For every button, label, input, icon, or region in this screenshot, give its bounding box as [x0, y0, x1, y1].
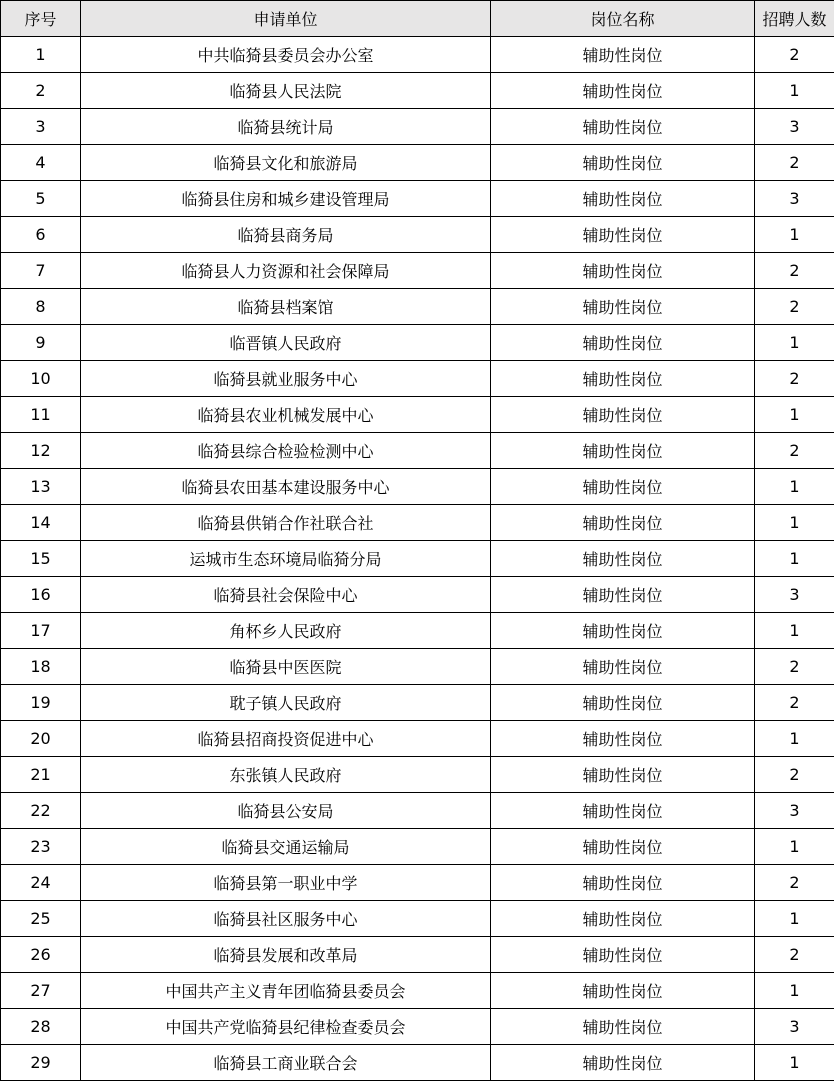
cell-position-name: 辅助性岗位 [491, 1009, 755, 1045]
cell-applying-unit: 临猗县工商业联合会 [81, 1045, 491, 1081]
header-position-name: 岗位名称 [491, 1, 755, 37]
table-row [1, 397, 834, 433]
cell-serial-number: 19 [1, 685, 81, 721]
cell-recruit-count: 2 [755, 289, 834, 325]
cell-position-name: 辅助性岗位 [491, 469, 755, 505]
cell-serial-number: 20 [1, 721, 81, 757]
table-row [1, 325, 834, 361]
cell-position-name: 辅助性岗位 [491, 217, 755, 253]
cell-applying-unit: 中国共产党临猗县纪律检查委员会 [81, 1009, 491, 1045]
cell-position-name: 辅助性岗位 [491, 613, 755, 649]
table-row [1, 289, 834, 325]
table-row [1, 361, 834, 397]
cell-recruit-count: 2 [755, 649, 834, 685]
cell-applying-unit: 临猗县农业机械发展中心 [81, 397, 491, 433]
table-row [1, 109, 834, 145]
cell-serial-number: 21 [1, 757, 81, 793]
cell-position-name: 辅助性岗位 [491, 109, 755, 145]
cell-position-name: 辅助性岗位 [491, 937, 755, 973]
cell-applying-unit: 临猗县发展和改革局 [81, 937, 491, 973]
cell-position-name: 辅助性岗位 [491, 145, 755, 181]
cell-position-name: 辅助性岗位 [491, 649, 755, 685]
table-row [1, 793, 834, 829]
cell-recruit-count: 1 [755, 73, 834, 109]
cell-serial-number: 4 [1, 145, 81, 181]
cell-serial-number: 22 [1, 793, 81, 829]
table-row [1, 721, 834, 757]
cell-recruit-count: 1 [755, 217, 834, 253]
cell-applying-unit: 东张镇人民政府 [81, 757, 491, 793]
cell-position-name: 辅助性岗位 [491, 901, 755, 937]
header-serial-number: 序号 [1, 1, 81, 37]
cell-applying-unit: 临猗县人力资源和社会保障局 [81, 253, 491, 289]
cell-position-name: 辅助性岗位 [491, 757, 755, 793]
cell-position-name: 辅助性岗位 [491, 397, 755, 433]
cell-recruit-count: 1 [755, 505, 834, 541]
cell-serial-number: 17 [1, 613, 81, 649]
header-recruit-count: 招聘人数 [755, 1, 834, 37]
cell-recruit-count: 2 [755, 865, 834, 901]
cell-recruit-count: 2 [755, 37, 834, 73]
cell-position-name: 辅助性岗位 [491, 685, 755, 721]
table-header-row [1, 1, 834, 37]
cell-recruit-count: 1 [755, 469, 834, 505]
cell-applying-unit: 运城市生态环境局临猗分局 [81, 541, 491, 577]
cell-serial-number: 14 [1, 505, 81, 541]
cell-applying-unit: 耽子镇人民政府 [81, 685, 491, 721]
table-row [1, 1045, 834, 1081]
cell-serial-number: 16 [1, 577, 81, 613]
cell-recruit-count: 2 [755, 685, 834, 721]
cell-position-name: 辅助性岗位 [491, 973, 755, 1009]
table-row [1, 865, 834, 901]
cell-recruit-count: 1 [755, 613, 834, 649]
cell-serial-number: 18 [1, 649, 81, 685]
cell-recruit-count: 1 [755, 901, 834, 937]
cell-serial-number: 11 [1, 397, 81, 433]
cell-serial-number: 1 [1, 37, 81, 73]
table-row [1, 829, 834, 865]
table-row [1, 469, 834, 505]
cell-recruit-count: 1 [755, 325, 834, 361]
cell-recruit-count: 1 [755, 973, 834, 1009]
table-row [1, 613, 834, 649]
table-row [1, 433, 834, 469]
cell-serial-number: 28 [1, 1009, 81, 1045]
cell-recruit-count: 2 [755, 145, 834, 181]
cell-applying-unit: 临猗县招商投资促进中心 [81, 721, 491, 757]
cell-recruit-count: 1 [755, 1045, 834, 1081]
table-row [1, 73, 834, 109]
cell-serial-number: 3 [1, 109, 81, 145]
cell-position-name: 辅助性岗位 [491, 37, 755, 73]
cell-applying-unit: 临猗县统计局 [81, 109, 491, 145]
table-row [1, 541, 834, 577]
cell-applying-unit: 临猗县公安局 [81, 793, 491, 829]
cell-applying-unit: 临猗县就业服务中心 [81, 361, 491, 397]
table-row [1, 577, 834, 613]
table-row [1, 649, 834, 685]
table-row [1, 757, 834, 793]
cell-position-name: 辅助性岗位 [491, 505, 755, 541]
cell-recruit-count: 3 [755, 793, 834, 829]
cell-applying-unit: 中国共产主义青年团临猗县委员会 [81, 973, 491, 1009]
cell-applying-unit: 临猗县社会保险中心 [81, 577, 491, 613]
cell-position-name: 辅助性岗位 [491, 289, 755, 325]
table-row [1, 973, 834, 1009]
cell-serial-number: 27 [1, 973, 81, 1009]
cell-position-name: 辅助性岗位 [491, 181, 755, 217]
cell-position-name: 辅助性岗位 [491, 721, 755, 757]
cell-applying-unit: 临猗县社区服务中心 [81, 901, 491, 937]
cell-serial-number: 26 [1, 937, 81, 973]
cell-applying-unit: 中共临猗县委员会办公室 [81, 37, 491, 73]
cell-applying-unit: 临猗县综合检验检测中心 [81, 433, 491, 469]
cell-recruit-count: 2 [755, 361, 834, 397]
cell-serial-number: 15 [1, 541, 81, 577]
cell-serial-number: 5 [1, 181, 81, 217]
cell-recruit-count: 3 [755, 109, 834, 145]
cell-position-name: 辅助性岗位 [491, 793, 755, 829]
table-row [1, 217, 834, 253]
cell-recruit-count: 1 [755, 829, 834, 865]
cell-serial-number: 25 [1, 901, 81, 937]
cell-recruit-count: 2 [755, 937, 834, 973]
header-applying-unit: 申请单位 [81, 1, 491, 37]
cell-recruit-count: 3 [755, 1009, 834, 1045]
cell-position-name: 辅助性岗位 [491, 73, 755, 109]
cell-recruit-count: 2 [755, 253, 834, 289]
cell-serial-number: 8 [1, 289, 81, 325]
table-row [1, 253, 834, 289]
cell-recruit-count: 2 [755, 757, 834, 793]
table-row [1, 937, 834, 973]
table-row [1, 901, 834, 937]
cell-serial-number: 24 [1, 865, 81, 901]
cell-applying-unit: 临猗县人民法院 [81, 73, 491, 109]
cell-position-name: 辅助性岗位 [491, 253, 755, 289]
cell-serial-number: 2 [1, 73, 81, 109]
cell-applying-unit: 临猗县住房和城乡建设管理局 [81, 181, 491, 217]
cell-applying-unit: 临猗县供销合作社联合社 [81, 505, 491, 541]
cell-applying-unit: 临猗县中医医院 [81, 649, 491, 685]
table-row [1, 1009, 834, 1045]
cell-serial-number: 12 [1, 433, 81, 469]
table-body [1, 37, 834, 1081]
cell-serial-number: 10 [1, 361, 81, 397]
cell-applying-unit: 临晋镇人民政府 [81, 325, 491, 361]
cell-serial-number: 29 [1, 1045, 81, 1081]
table-row [1, 145, 834, 181]
cell-recruit-count: 3 [755, 577, 834, 613]
cell-applying-unit: 临猗县档案馆 [81, 289, 491, 325]
cell-recruit-count: 3 [755, 181, 834, 217]
cell-serial-number: 23 [1, 829, 81, 865]
cell-serial-number: 6 [1, 217, 81, 253]
cell-recruit-count: 1 [755, 397, 834, 433]
cell-recruit-count: 1 [755, 721, 834, 757]
cell-recruit-count: 1 [755, 541, 834, 577]
cell-applying-unit: 临猗县农田基本建设服务中心 [81, 469, 491, 505]
cell-position-name: 辅助性岗位 [491, 325, 755, 361]
table-row [1, 181, 834, 217]
cell-applying-unit: 角杯乡人民政府 [81, 613, 491, 649]
cell-applying-unit: 临猗县第一职业中学 [81, 865, 491, 901]
cell-applying-unit: 临猗县交通运输局 [81, 829, 491, 865]
cell-position-name: 辅助性岗位 [491, 577, 755, 613]
cell-position-name: 辅助性岗位 [491, 433, 755, 469]
cell-serial-number: 13 [1, 469, 81, 505]
cell-position-name: 辅助性岗位 [491, 865, 755, 901]
cell-applying-unit: 临猗县文化和旅游局 [81, 145, 491, 181]
cell-position-name: 辅助性岗位 [491, 829, 755, 865]
table-row [1, 37, 834, 73]
cell-serial-number: 9 [1, 325, 81, 361]
cell-serial-number: 7 [1, 253, 81, 289]
table-row [1, 685, 834, 721]
cell-position-name: 辅助性岗位 [491, 541, 755, 577]
cell-position-name: 辅助性岗位 [491, 1045, 755, 1081]
cell-applying-unit: 临猗县商务局 [81, 217, 491, 253]
table-row [1, 505, 834, 541]
cell-recruit-count: 2 [755, 433, 834, 469]
cell-position-name: 辅助性岗位 [491, 361, 755, 397]
